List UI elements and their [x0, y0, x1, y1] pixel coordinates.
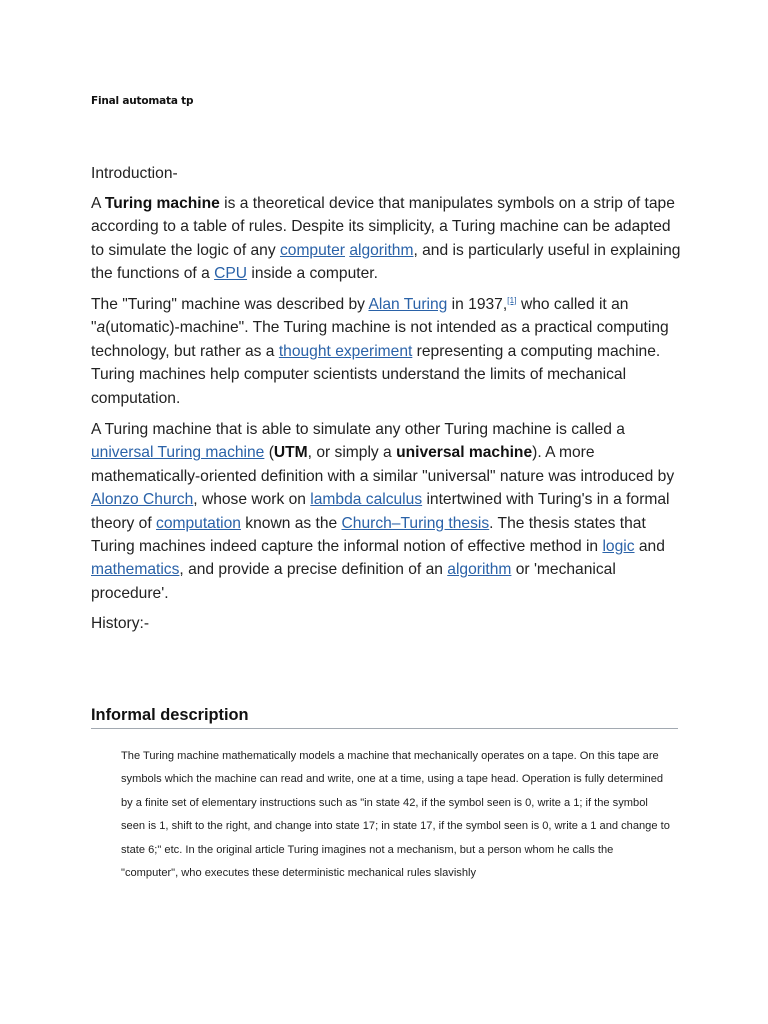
link-universal-turing-machine[interactable]: universal Turing machine: [91, 444, 265, 462]
text-run: is a theoretical device that manipulates symbols on a strip of tape according to a table of rules. Despite its simplicity, a Turing machine can be adapted to simulate the logic of any: [91, 195, 675, 259]
text-run: A Turing machine that is able to simulate any other Turing machine is called a: [91, 421, 625, 438]
italic-a: a: [96, 319, 106, 337]
text-run: intertwined with Turing's in a formal theory of: [91, 491, 670, 532]
intro-paragraph-1: [91, 192, 683, 286]
link-church-turing-thesis[interactable]: Church–Turing thesis: [341, 514, 490, 532]
link-alonzo-church[interactable]: Alonzo Church: [91, 491, 194, 509]
text-run: known as the: [240, 514, 342, 532]
bold-term-turing-machine: Turing machine: [104, 195, 220, 212]
text-run: who called it an ": [91, 296, 629, 337]
link-alan-turing[interactable]: Alan Turing: [368, 296, 448, 313]
text-run: . The thesis states that Turing machines indeed capture the informal notion of effective method in: [91, 514, 646, 556]
history-heading: History:-: [91, 615, 150, 632]
text-run: in 1937,: [447, 296, 508, 313]
text-run: (: [264, 444, 274, 462]
link-thought-experiment[interactable]: thought experiment: [278, 342, 413, 360]
text-run: and: [634, 538, 665, 556]
link-computation[interactable]: computation: [156, 514, 241, 532]
link-algorithm[interactable]: algorithm: [349, 241, 414, 259]
link-algorithm-2[interactable]: algorithm: [447, 561, 512, 579]
link-lambda-calculus[interactable]: lambda calculus: [310, 491, 423, 509]
bold-term-universal-machine: universal machine: [396, 444, 533, 462]
link-cpu[interactable]: CPU: [214, 265, 248, 283]
bold-term-utm: UTM: [273, 444, 308, 462]
text-run: ). A more mathematically-oriented definition with a similar "universal" nature was introduced by: [91, 444, 675, 485]
introduction-heading: Introduction-: [91, 165, 178, 182]
text-run: inside a computer.: [247, 265, 378, 283]
section-heading-informal-description: Informal description: [91, 706, 678, 729]
intro-paragraph-3: [91, 418, 683, 605]
text-run: , or simply a: [307, 444, 397, 462]
text-run: The "Turing" machine was described by: [91, 296, 369, 313]
reference-link-1[interactable]: [1]: [507, 295, 517, 305]
text-run: or 'mechanical procedure'.: [91, 561, 616, 602]
text-run: (utomatic)-machine". The Turing machine is not intended as a practical computing technology, but rather as a: [91, 319, 669, 360]
text-run: , and is particularly useful in explaining the functions of a: [91, 241, 681, 283]
text-run: , whose work on: [193, 491, 311, 509]
link-mathematics[interactable]: mathematics: [91, 561, 180, 579]
link-logic[interactable]: logic: [602, 538, 635, 556]
text-run: , and provide a precise definition of an: [179, 561, 448, 579]
informal-description-text: The Turing machine mathematically models a machine that mechanically operates on a tape. On this tape are symbols which the machine can read and write, one at a time, using a tape head. Operation is fully determined by a finite set of elementary instructions such as "in state 42, if the symbol seen is 0, write a 1; if the symbol seen is 1, shift to the right, and change into state 17; in state 17, if the symbol seen is 0, write a 1 and change to state 6;" etc. In the original article Turing imagines not a mechanism, but a person whom he calls the "computer", who executes these deterministic mechanical rules slavishly: [121, 750, 670, 880]
intro-paragraph-2: [91, 293, 683, 410]
text-run: representing a computing machine. Turing machines help computer scientists understand the limits of mechanical computation.: [91, 342, 661, 407]
link-computer[interactable]: computer: [279, 241, 345, 259]
document-title: Final automata tp: [91, 95, 194, 107]
text-run: A: [91, 195, 105, 212]
